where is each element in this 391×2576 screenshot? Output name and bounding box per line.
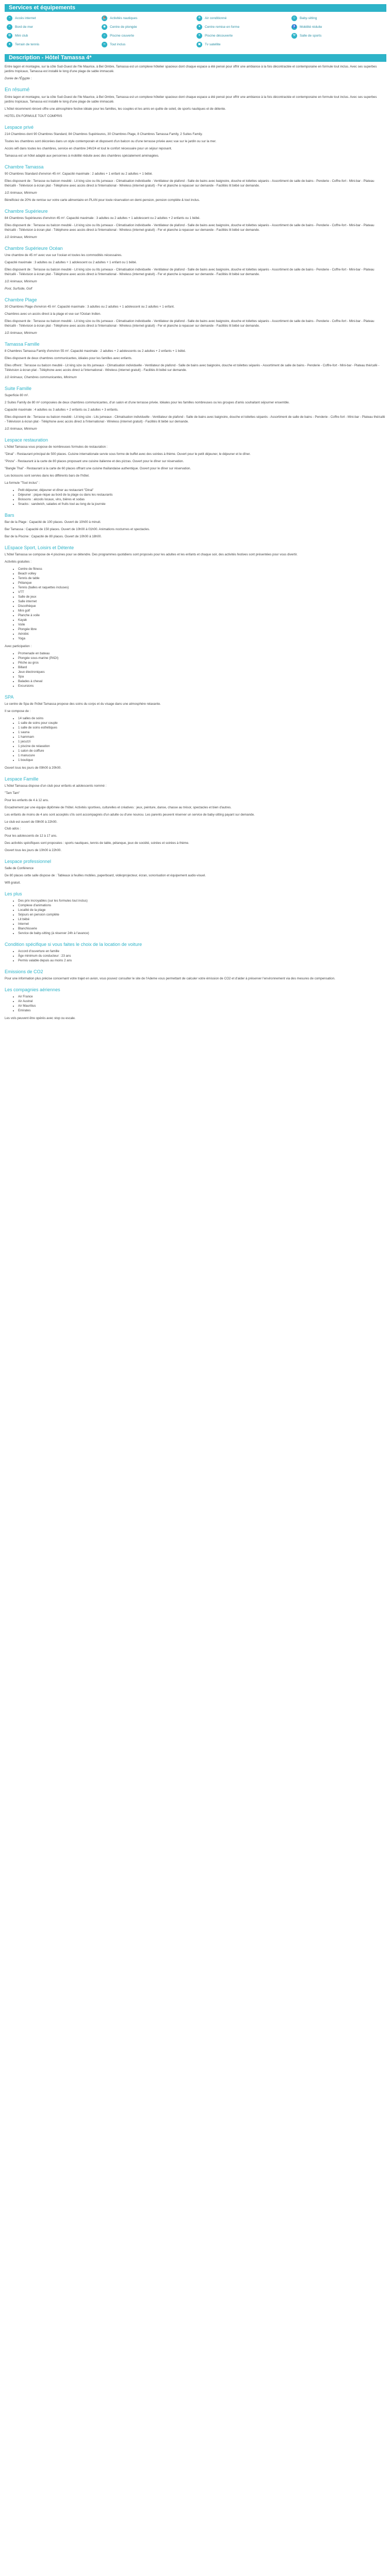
equipment-label: Mobilité réduite (300, 25, 322, 29)
superieure-text-1: 84 Chambres Supérieures d'environ 45 m². Capacité maximale : 3 adultes ou 2 adultes + 1 adolescent ou 2 adultes + 2 enfants ou 1 bébé. (5, 216, 201, 221)
restaurant-2: "Pinza" - Restaurant à la carte de 80 places proposant une cuisine italienne et des pizzas. Ouvert pour le dîner sur réservation. (5, 460, 184, 464)
spa-text-1: Le centre de Spa de l'hôtel Tamassa propose des soins du corps et du visage dans une atmosphère relaxante. (5, 702, 161, 706)
resume-text-2: L'hôtel récemment rénové offre une atmosphère festive idéale pour les familles, les couples et les amis en quête de soleil, de sports nautiques et de détente. (5, 107, 226, 111)
equipment-label: Activités nautiques (110, 16, 138, 20)
list-item: • Emirates (18, 1009, 386, 1013)
list-item: • Snacks : sandwich, salades et fruits tout au long de la journée (18, 502, 386, 507)
list-item: • Air France (18, 995, 386, 999)
equipment-item (102, 32, 194, 39)
equipment-label: Bord de mer (15, 25, 34, 29)
equipment-item (197, 24, 289, 30)
list-item: • Petit déjeuner, déjeuner et dîner au restaurant "Dinai" (18, 488, 386, 493)
list-item: • Voile (18, 623, 386, 628)
list-item: • Des prix incroyables (sur les formules tout inclus) (18, 899, 386, 904)
ocean-text-1: Une chambre de 45 m² avec vue sur l'océan et toutes les commodités nécessaires. (5, 253, 122, 258)
ocean-note: Pool, Surfside, Golf (5, 287, 32, 291)
activities-list (5, 567, 386, 641)
equipment-item (102, 24, 194, 30)
list-item: • Plongée sous-marine (PADI) (18, 656, 386, 661)
superieure-text-3: 1/2 Animaux, Minimum (5, 235, 37, 240)
list-item: • Localité de la plage (18, 908, 386, 913)
list-item: • Séjours en pension complète (18, 913, 386, 918)
airlines-list (5, 995, 386, 1013)
list-item: • Planche à voile (18, 614, 386, 618)
family-title: Tamassa Famille (5, 342, 40, 347)
list-item: • Air Mauritius (18, 1004, 386, 1009)
pool-icon: ☀ (197, 33, 202, 39)
list-item: • Accord d'ouverture en famille (18, 950, 386, 954)
equipment-item (291, 24, 384, 30)
superieure-text-2: Elles disposent de : Terrasse ou balcon meublé - Lit king size ou lits jumeaux - Climatisation individuelle - Ventilateur de plafond - Salle de bains avec baignoire, douche et toilettes séparés - Assortiment de salle de bains - Penderie - Coffre-fort - Mini-bar - Plateau thé/café - Télévision à écran plat - Téléphone avec accès direct à l'international - Wireless (internet gratuit) - Fer et planche à repasser sur demande - Facilités lit bébé sur demande. (5, 224, 374, 232)
list-item: • Boissons : alcools locaux, vins, bières et sodas (18, 498, 386, 502)
standard-text-1: 90 Chambres Standard d'environ 45 m². Capacité maximale : 2 adultes + 1 enfant ou 2 adultes + 1 bébé. (5, 172, 153, 176)
dumbbell-icon: ⚒ (291, 33, 297, 39)
restauration-title: Lespace restauration (5, 437, 48, 443)
suite-title: Suite Famille (5, 386, 32, 392)
equipment-label: Baby-sitting (300, 16, 317, 20)
list-item: • 1 sauna (18, 731, 386, 735)
list-item: • Excursions (18, 684, 386, 689)
spa-list (5, 717, 386, 763)
list-item: • Salle internet (18, 600, 386, 604)
plage-text-2: Chambres avec un accès direct à la plage et vue sur l'Océan Indien. (5, 312, 101, 316)
wifi-icon: ⌁ (7, 15, 12, 21)
intro-note: Durée de l'Égypte : (5, 76, 32, 80)
list-item: • Pétanque (18, 581, 386, 586)
plage-title: Chambre Plage (5, 297, 37, 303)
plage-text-3: Elles disposent de : Terrasse ou balcon meublé - Lit king size ou lits jumeaux - Climatisation individuelle - Ventilateur de plafond - Salle de bains avec baignoire, douche et toilettes séparés - Assortiment de salle de bains - Penderie - Coffre-fort - Mini-bar - Plateau thé/café - Télévision à écran plat - Téléphone avec accès direct à l'international - Wireless (internet gratuit) - Fer et planche à repasser sur demande - Facilités lit bébé sur demande. (5, 319, 374, 328)
list-item: • Discothèque (18, 604, 386, 609)
resume-title: En résumé (5, 87, 30, 93)
equipment-label: Terrain de tennis (15, 42, 40, 46)
espace-text-4: Tamassa est un hôtel adapté aux personnes à mobilité réduite avec des chambres spécialement aménagées. (5, 154, 159, 158)
equipment-item (197, 15, 289, 22)
family-text-2: Elles disposent de deux chambres communicantes, idéales pour les familles avec enfants. (5, 357, 133, 361)
family-space-6: Le club est ouvert de 09h00 à 22h00. (5, 820, 58, 824)
paid-title: Avec participation : (5, 644, 32, 648)
bar-3: Bar de la Piscine : Capacité de 80 places. Ouvert de 10h00 à 18h00. (5, 535, 102, 539)
espace-text-2: Toutes les chambres sont décorées dans un style contemporain et disposent d'un balcon ou d'une terrasse privée avec vue sur le jardin ou sur la mer. (5, 140, 217, 144)
pro-title: Lespace professionnel (5, 859, 52, 865)
resume-text-1: Entre lagon et montagne, sur la côte Sud-Ouest de l'Ile Maurice, à Bel Ombre, Tamassa est un complexe hôtelier spacieux dont chaque espace a été pensé pour offrir une ambiance à la fois décontractée et contemporaine en formule tout inclus. Avec ses superbes jardins tropicaux, Tamassa est installé le long d'une plage de sable immaculé. (5, 95, 377, 104)
family-space-10: Ouvert tous les jours de 10h00 à 22h00. (5, 849, 62, 853)
equipment-item (7, 24, 100, 30)
conditions-title: Condition spécifique si vous faites le choix de la location de voiture (5, 942, 142, 947)
ocean-text-4: 1/2 Animaux, Minimum (5, 280, 37, 284)
sport-title: LEspace Sport, Loisirs et Détente (5, 545, 74, 551)
list-item: • Tennis (balles et raquettes incluses) (18, 586, 386, 590)
equipment-item (197, 41, 289, 48)
plus-title: Les plus (5, 891, 22, 897)
baby-icon: ☺ (291, 15, 297, 21)
plage-text-4: 1/2 Animaux, Minimum (5, 331, 37, 335)
equipment-label: Tv satellite (205, 42, 221, 46)
ocean-title: Chambre Supérieure Océan (5, 246, 63, 251)
list-item: • 1 manucure (18, 754, 386, 758)
equipments-grid (5, 15, 386, 52)
pro-text-1: Salle de Conférence (5, 867, 34, 871)
bar-2: Bar Tamassa : Capacité de 150 places. Ouvert de 10h00 à 01h00. Animations nocturnes et spectacles. (5, 528, 150, 532)
family-space-3: Pour les enfants de 4 à 12 ans. (5, 798, 49, 802)
family-text-1: 8 Chambres Tamassa Family d'environ 55 m². Capacité maximale : 2 adultes + 2 adolescents ou 2 adultes + 2 enfants + 1 bébé. (5, 349, 186, 353)
family-space-2: "Tam Tam" (5, 791, 20, 795)
snowflake-icon: ❄ (197, 15, 202, 21)
bar-1: Bar de la Plage : Capacité de 100 places. Ouvert de 10h00 à minuit. (5, 520, 101, 524)
tennis-icon: ● (7, 42, 12, 47)
spa-text-2: Il se compose de : (5, 709, 31, 713)
standard-text-2: Elles disposent de : Terrasse ou balcon meublé - Lit king size ou lits jumeaux - Climatisation individuelle - Ventilateur de plafond - Salle de bains avec baignoire, douche et toilettes séparés - Assortiment de salle de bains - Penderie - Coffre-fort - Mini-bar - Plateau thé/café - Télévision à écran plat - Téléphone avec accès direct à l'international - Wireless (internet gratuit) - Fer et planche à repasser sur demande - Facilités lit bébé sur demande. (5, 179, 374, 188)
list-item: • Permis valable depuis au moins 2 ans (18, 959, 386, 963)
equipment-item (291, 15, 384, 22)
equipment-label: Accès internet (15, 16, 36, 20)
equipment-label: Piscine couverte (110, 33, 134, 38)
restauration-intro: L'hôtel Tamassa vous propose de nombreuses formules de restauration : (5, 445, 108, 449)
equipment-item (291, 32, 384, 39)
standard-text-3: 1/2 Animaux, Minimum (5, 191, 37, 195)
intro-text: Entre lagon et montagne, sur la côte Sud-Ouest de l'Ile Maurice, à Bel Ombre, Tamassa est un complexe hôtelier spacieux dont chaque espace a été pensé pour offrir une ambiance à la fois décontractée et contemporaine en formule tout inclus. Avec ses superbes jardins tropicaux, Tamassa est installé le long d'une plage de sable immaculé. (5, 65, 377, 73)
espace-text-1: 214 Chambres dont 90 Chambres Standard, 84 Chambres Supérieures, 30 Chambres Plage, 8 Chambres Tamassa Family, 2 Suites Family. (5, 132, 203, 137)
espace-text-3: Accès wifi dans toutes les chambres, service en chambre 24h/24 et tout le confort nécessaire pour un séjour reposant. (5, 147, 172, 151)
list-item: • Billard (18, 666, 386, 670)
paid-list (5, 652, 386, 689)
list-item: • Plongée libre (18, 628, 386, 632)
kids-club-icon: ✿ (7, 33, 12, 39)
list-item: • Tennis de table (18, 577, 386, 581)
activities-title: Activités gratuites : (5, 560, 31, 564)
airlines-title: Les compagnies aériennes (5, 987, 60, 993)
list-item: • 14 salles de soins (18, 717, 386, 721)
list-item: • Air Austral (18, 999, 386, 1004)
equipment-item (102, 15, 194, 22)
list-item: • 1 hammam (18, 735, 386, 740)
list-item: • Spa (18, 675, 386, 680)
list-item: • 1 salon de coiffure (18, 749, 386, 754)
boat-icon: ⛵ (102, 15, 107, 21)
list-item: • 1 jacuzzi (18, 740, 386, 744)
list-item: • Balades à cheval (18, 680, 386, 684)
restaurant-1: "Dinai" - Restaurant principal de 500 places. Cuisine internationale servie sous forme de buffet avec des soirées à thème. Ouvert pour le petit déjeuner, le déjeuner et le dîner. (5, 452, 251, 456)
equipments-header: Services et équipements (5, 4, 386, 12)
equipment-item (7, 41, 100, 48)
emissions-title: Emissions de CO2 (5, 969, 43, 975)
plus-list (5, 899, 386, 936)
list-item: • Complexe d'animations (18, 904, 386, 908)
list-item: • Internet (18, 922, 386, 927)
fitness-icon: ♥ (197, 24, 202, 30)
list-item: • 1 piscine de relaxation (18, 744, 386, 749)
restaurant-4: Les boissons sont servies dans les différents bars de l'hôtel. (5, 474, 90, 478)
list-item: • Mini golf (18, 609, 386, 614)
list-item: • 1 salle de soins esthétiques (18, 726, 386, 731)
family-space-1: L'hôtel Tamassa dispose d'un club pour enfants et adolescents nommé : (5, 784, 107, 788)
conditions-list (5, 950, 386, 963)
wave-icon: ≈ (7, 24, 12, 30)
equipment-item (197, 32, 289, 39)
standard-note: Bénéficiez de 20% de remise sur votre carte alimentaire en PLAN pour toute réservation en demi-pension, pension complète & tout inclus. (5, 198, 200, 202)
airlines-note: Les vols peuvent être opérés avec stop ou escale. (5, 1016, 76, 1021)
list-item: • Centre de fitness (18, 567, 386, 572)
list-item: • Jeux électroniques (18, 670, 386, 675)
bar-list-title: La formule "Tout inclus" : (5, 481, 40, 485)
equipment-label: Air conditionné (205, 16, 227, 20)
equipment-label: Salle de sports (300, 33, 322, 38)
ocean-text-2: Capacité maximale : 3 adultes ou 2 adultes + 1 adolescent ou 2 adultes + 1 enfant ou 1 bébé. (5, 261, 137, 265)
suite-text-5: 1/2 Animaux, Minimum (5, 427, 37, 431)
list-item: • Promenade en bateau (18, 652, 386, 656)
diver-icon: ◉ (102, 24, 107, 30)
family-space-8: Pour les adolescents de 12 à 17 ans. (5, 834, 57, 838)
sport-intro: L'hôtel Tamassa se compose de 4 piscines pour se détendre. Des programmes quotidiens sont proposés pour les adultes et les enfants et chaque soir, des activités festives sont présentées pour vous divertir. (5, 553, 298, 557)
satellite-tv-icon: ▣ (197, 42, 202, 47)
ocean-text-3: Elles disposent de : Terrasse ou balcon meublé - Lit king size ou lits jumeaux - Climatisation individuelle - Ventilateur de plafond - Salle de bains avec baignoire, douche et toilettes séparés - Assortiment de salle de bains - Penderie - Coffre-fort - Mini-bar - Plateau thé/café - Télévision à écran plat - Téléphone avec accès direct à l'international - Wireless (internet gratuit) - Fer et planche à repasser sur demande - Facilités lit bébé sur demande. (5, 268, 374, 277)
spa-note: Ouvert tous les jours de 09h00 à 20h00. (5, 766, 62, 770)
page (0, 0, 391, 1029)
list-item: • Âge minimum du conducteur : 23 ans (18, 954, 386, 959)
list-item: • Service de baby-sitting (à réserver 24h à l'avance) (18, 931, 386, 936)
list-item: • Lit bébé (18, 918, 386, 922)
equipment-label: Centre de plongée (110, 25, 137, 29)
list-item: • Blanchisserie (18, 927, 386, 931)
equipment-item (7, 15, 100, 22)
espace-title: Lespace privé (5, 125, 34, 130)
bar-list (5, 488, 386, 507)
list-item: • Beach volley (18, 572, 386, 577)
list-item: • Kayak (18, 618, 386, 623)
all-inclusive-icon: ∞ (102, 42, 107, 47)
equipment-label: Tout inclus (110, 42, 126, 46)
standard-title: Chambre Tamassa (5, 164, 44, 170)
family-space-7: Club ados : (5, 827, 21, 831)
description-header: Description - Hôtel Tamassa 4* (5, 54, 386, 62)
suite-text-2: 2 Suites Family de 80 m² composées de deux chambres communicantes, d'un salon et d'une terrasse privée. Idéales pour les familles nombreuses ou les groupes d'amis souhaitant séjourner ensemble. (5, 401, 290, 405)
equipment-label: Centre remise en forme (205, 25, 240, 29)
family-space-title: Lespace Famille (5, 776, 39, 782)
equipment-label: Piscine découverte (205, 33, 233, 38)
list-item: • Pêche au gros (18, 661, 386, 666)
list-item: • VTT (18, 590, 386, 595)
family-space-9: Des activités spécifiques sont proposées : sports nautiques, tennis de table, pétanque, jeux de société, soirées et soirées à thème. (5, 841, 189, 845)
pro-text-3: Wifi gratuit. (5, 881, 21, 885)
family-space-4: Encadrement par une équipe diplômée de l'hôtel. Activités sportives, culturelles et créatives : jeux, peinture, danse, chasse au trésor, spectacles et bien d'autres. (5, 805, 232, 809)
list-item: • Salle de jeux (18, 595, 386, 600)
emissions-text: Pour une information plus précise concernant votre trajet en avion, vous pouvez consulter le site de l'Ademe vous permettant de calculer votre émission de CO2 et d'aider à préserver l'environnement via des mesures de compensation. (5, 977, 335, 981)
suite-text-3: Capacité maximale : 4 adultes ou 3 adultes + 2 enfants ou 2 adultes + 3 enfants. (5, 408, 119, 412)
plage-text-1: 30 Chambres Plage d'environ 45 m². Capacité maximale : 3 adultes ou 2 adultes + 1 adolescent ou 2 adultes + 1 enfant. (5, 305, 175, 309)
family-text-4: 1/2 Animaux, Chambres communicantes, Minimum (5, 376, 77, 380)
equipment-label: Mini club (15, 33, 28, 38)
intro-block (5, 65, 386, 81)
spa-title: SPA (5, 694, 14, 700)
resume-text-3: HOTEL EN FORMULE TOUT COMPRIS (5, 114, 62, 118)
suite-text-4: Elles disposent de : Terrasse ou balcon meublé - Lit king size - Lits jumeaux - Climatisation individuelle - Ventilateur de plafond - Salle de bains avec baignoire, douche et toilettes séparés - Assortiment de salle de bains - Penderie - Coffre-fort - Mini-bar - Plateau thé/café - Télévision à écran plat - Téléphone avec accès direct à l'international - Wireless (internet gratuit) - Facilités lit bébé sur demande. (5, 415, 385, 424)
superieure-title: Chambre Supérieure (5, 209, 48, 214)
family-text-3: Elles offrent : Terrasse ou balcon meublé - Lit king size ou lits jumeaux - Climatisation individuelle - Ventilateur de plafond - Salle de bains avec baignoire, douche et toilettes séparés - Assortiment de salle de bains - Penderie - Coffre-fort - Mini-bar - Plateau thé/café - Télévision à écran plat - Téléphone avec accès direct à l'international - Wireless (internet gratuit) - Facilités lit bébé sur demande. (5, 364, 380, 372)
indoor-pool-icon: ⌂ (102, 33, 107, 39)
equipment-item (102, 41, 194, 48)
family-space-5: Les enfants de moins de 4 ans sont acceptés s'ils sont accompagnés d'un adulte ou d'une nounou. Les parents peuvent réserver un service de baby-sitting payant sur demande. (5, 812, 255, 817)
list-item: • 1 salle de soins pour couple (18, 721, 386, 726)
suite-text-1: Superficie 80 m². (5, 394, 29, 398)
bars-title: Bars (5, 513, 14, 518)
list-item: • Aérobic (18, 632, 386, 637)
restaurant-3: "Bangle Thai" - Restaurant à la carte de 60 places offrant une cuisine thaïlandaise authentique. Ouvert pour le dîner sur réservation. (5, 467, 191, 471)
list-item: • Yoga (18, 637, 386, 641)
equipment-item (7, 32, 100, 39)
wheelchair-icon: ♿ (291, 24, 297, 30)
list-item: • Déjeuner : pique-nique au bord de la plage ou dans les restaurants (18, 493, 386, 498)
list-item: • 1 boutique (18, 758, 386, 763)
pro-text-2: De 80 places cette salle dispose de : Tableaux à feuilles mobiles, paperboard, vidéoprojecteur, écran, sonorisation et équipement audio-visuel. (5, 874, 206, 878)
